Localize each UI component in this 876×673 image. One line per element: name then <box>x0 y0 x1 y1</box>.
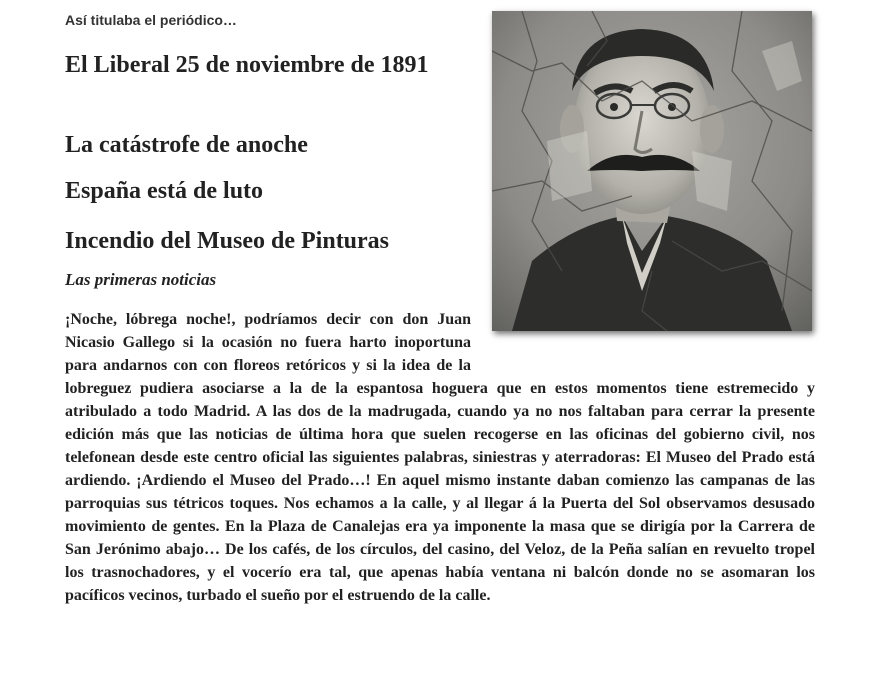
headline-mourning: España está de luto <box>65 178 264 204</box>
headline-fire: Incendio del Museo de Pinturas <box>65 228 390 254</box>
portrait-image <box>492 11 812 331</box>
portrait-photo <box>492 11 812 331</box>
headline-newspaper-date: El Liberal 25 de noviembre de 1891 <box>65 52 429 78</box>
photo-spacer <box>471 308 815 356</box>
headline-catastrophe: La catástrofe de anoche <box>65 132 308 158</box>
intro-line: Así titulaba el periódico… <box>65 12 237 28</box>
article-body <box>65 308 815 607</box>
subheading: Las primeras noticias <box>65 270 217 289</box>
article-body-text: ¡Noche, lóbrega noche!, podríamos decir con don Juan Nicasio Gallego si la ocasión no fuera harto inoportuna para andarnos con con floreos retóricos y si la idea de la lobreguez pudiera asociarse a la de la espantosa hoguera que en estos momentos tiene estremecido y atribulado a todo Madrid. A las dos de la madrugada, cuando ya no nos faltaban para cerrar la presente edición más que las noticias de última hora que suelen recogerse en las oficinas del gobierno civil, nos telefonean desde este centro oficial las siguientes palabras, siniestras y aterradoras: El Museo del Prado está ardiendo. ¡Ardiendo el Museo del Prado…! En aquel mismo instante daban comienzo las campanas de las parroquias sus tétricos toques. Nos echamos a la calle, y al llegar á la Puerta del Sol observamos desusado movimiento de gentes. En la Plaza de Canalejas era ya imponente la masa que se dirigía por la Carrera de San Jerónimo abajo… De los cafés, de los círculos, del casino, del Veloz, de la Peña salían en revuelto tropel los trasnochadores, y el vocerío era tal, que apenas había ventana ni balcón donde no se asomaran los pacíficos vecinos, turbado el sueño por el estruendo de la calle. <box>65 311 815 604</box>
article <box>65 0 815 673</box>
